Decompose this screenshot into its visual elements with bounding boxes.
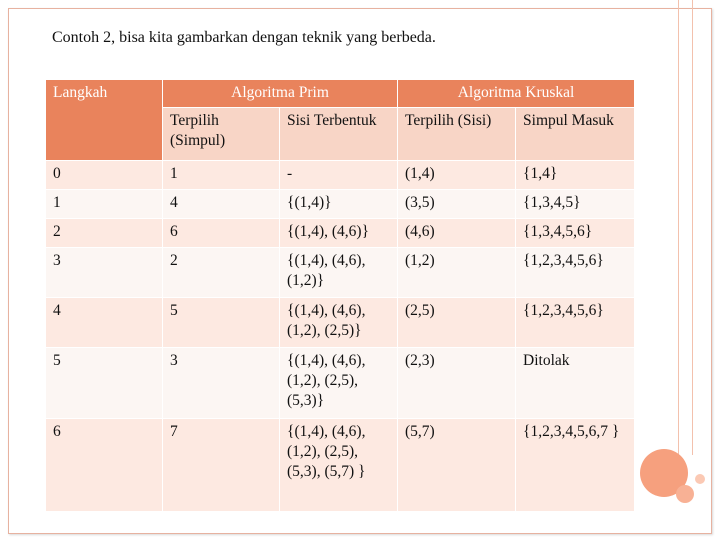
table-row	[46, 348, 635, 419]
cell-step: 3	[46, 248, 163, 298]
subheader-kruskal-selected: Terpilih (Sisi)	[398, 108, 516, 161]
prim-column-header: Algoritma Prim	[163, 80, 398, 108]
cell-kruskal-selected: (2,5)	[398, 298, 516, 348]
cell-kruskal-selected: (3,5)	[398, 190, 516, 219]
cell-kruskal-vertices: Ditolak	[516, 348, 635, 419]
cell-prim-edges: {(1,4), (4,6), (1,2), (2,5), (5,3), (5,7) }	[280, 419, 398, 512]
cell-step: 0	[46, 161, 163, 190]
cell-step: 6	[46, 419, 163, 512]
cell-prim-selected: 6	[163, 219, 280, 248]
cell-kruskal-vertices: {1,3,4,5}	[516, 190, 635, 219]
cell-prim-selected: 4	[163, 190, 280, 219]
cell-kruskal-vertices: {1,2,3,4,5,6}	[516, 298, 635, 348]
cell-prim-selected: 1	[163, 161, 280, 190]
cell-prim-edges: -	[280, 161, 398, 190]
cell-prim-selected: 5	[163, 298, 280, 348]
subheader-kruskal-vertices: Simpul Masuk	[516, 108, 635, 161]
kruskal-column-header: Algoritma Kruskal	[398, 80, 635, 108]
cell-kruskal-vertices: {1,2,3,4,5,6,7 }	[516, 419, 635, 512]
cell-prim-edges: {(1,4)}	[280, 190, 398, 219]
cell-prim-edges: {(1,4), (4,6)}	[280, 219, 398, 248]
step-column-header: Langkah	[46, 80, 163, 161]
decorative-line	[692, 0, 693, 455]
cell-kruskal-vertices: {1,4}	[516, 161, 635, 190]
cell-prim-edges: {(1,4), (4,6), (1,2)}	[280, 248, 398, 298]
algorithm-comparison-table	[45, 79, 635, 512]
cell-prim-edges: {(1,4), (4,6), (1,2), (2,5)}	[280, 298, 398, 348]
cell-step: 4	[46, 298, 163, 348]
cell-kruskal-vertices: {1,2,3,4,5,6}	[516, 248, 635, 298]
table-row	[46, 161, 635, 190]
cell-kruskal-selected: (1,4)	[398, 161, 516, 190]
table-row	[46, 219, 635, 248]
decorative-circle-small	[676, 485, 694, 503]
cell-step: 5	[46, 348, 163, 419]
cell-kruskal-vertices: {1,3,4,5,6}	[516, 219, 635, 248]
table-row	[46, 190, 635, 219]
cell-prim-selected: 3	[163, 348, 280, 419]
cell-step: 2	[46, 219, 163, 248]
cell-kruskal-selected: (4,6)	[398, 219, 516, 248]
cell-kruskal-selected: (1,2)	[398, 248, 516, 298]
subheader-prim-edges: Sisi Terbentuk	[280, 108, 398, 161]
table-row	[46, 298, 635, 348]
cell-step: 1	[46, 190, 163, 219]
header-row	[46, 80, 635, 108]
cell-kruskal-selected: (2,3)	[398, 348, 516, 419]
table-row	[46, 419, 635, 512]
decorative-line	[678, 0, 679, 455]
decorative-circle-tiny	[695, 474, 705, 484]
subheader-prim-selected: Terpilih (Simpul)	[163, 108, 280, 161]
cell-kruskal-selected: (5,7)	[398, 419, 516, 512]
cell-prim-selected: 7	[163, 419, 280, 512]
cell-prim-selected: 2	[163, 248, 280, 298]
slide-heading: Contoh 2, bisa kita gambarkan dengan teknik yang berbeda.	[52, 29, 436, 46]
table-row	[46, 248, 635, 298]
cell-prim-edges: {(1,4), (4,6), (1,2), (2,5), (5,3)}	[280, 348, 398, 419]
